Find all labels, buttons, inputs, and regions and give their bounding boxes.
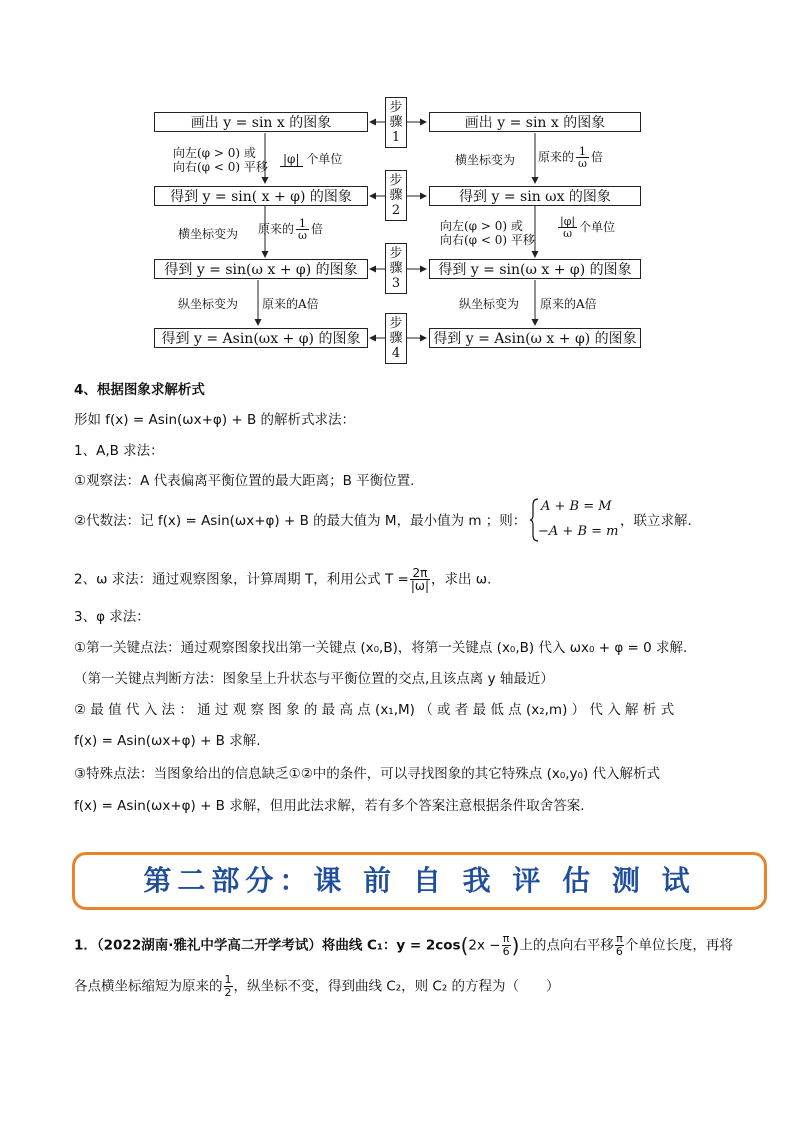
algebra-method: ②代数法：记 f(x) = Asin(ωx+φ) + B 的最大值为 M，最小值为 m ；则： [74,513,527,529]
equation-1: A + B = M [541,499,612,514]
step-label-3: 步 骤 3 [385,243,407,294]
right-shift-amount: $\frac{|\varphi|}{\omega}$ 个单位 [560,215,616,240]
step-label-1: 步 骤 1 [385,97,407,148]
flow-left-step1: 画出 y = sin x 的图象 [154,112,368,132]
flow-left-step2: 得到 y = sin( x + φ) 的图象 [154,186,368,206]
omega-method: 2、ω 求法：通过观察图象，计算周期 T，利用公式 T = $\frac{2\pi}{|\omega|}$ ，求出 ω. [74,566,492,593]
part-two-banner: 第二部分：课 前 自 我 评 估 测 试 [72,852,767,910]
observe-method: ①观察法：A 代表偏离平衡位置的最大距离；B 平衡位置. [74,473,415,489]
flow-right-step4: 得到 y = Asin(ω x + φ) 的图象 [429,328,641,348]
flow-left-step4: 得到 y = Asin(ωx + φ) 的图象 [154,328,368,348]
first-key-method: ①第一关键点法：通过观察图象找出第一关键点 (x₀,B)，将第一关键点 (x₀,B) 代入 ωx₀ + φ = 0 求解. [74,640,688,656]
extreme-method-line2: f(x) = Asin(ωx+φ) + B 求解. [74,733,261,749]
left-shift-note: 向左(φ > 0) 或 向右(φ < 0) 平移 [173,146,268,174]
ab-method-title: 1、A,B 求法： [74,443,164,459]
right-scale-y-note: 原来的A倍 [540,297,597,311]
algebra-method-end: ，联立求解. [620,513,692,529]
right-scale-y-label: 纵坐标变为 [459,297,520,311]
left-scale-x-label: 横坐标变为 [178,227,239,241]
question-1-line1: 1．（2022湖南·雅礼中学高二开学考试）将曲线 C₁：y = 2cos(2x − $\frac{\pi}{6}$ )上的点向右平移 $\frac{\pi}{6}$ 个单位长度，再将 [74,932,733,958]
first-key-note: （第一关键点判断方法：图象呈上升状态与平衡位置的交点,且该点离 y 轴最近） [74,671,554,687]
right-scale-x-note: 原来的 $\frac{1}{\omega}$ 倍 [538,145,604,170]
step-label-4: 步 骤 4 [385,313,407,364]
section4-intro: 形如 f(x) = Asin(ωx+φ) + B 的解析式求法： [74,412,356,428]
question-1-line2: 各点横坐标缩短为原来的 $\frac{1}{2}$ ，纵坐标不变，得到曲线 C₂，则 C₂ 的方程为（ ） [74,973,560,999]
left-scale-y-label: 纵坐标变为 [178,297,239,311]
flow-right-step2: 得到 y = sin ωx 的图象 [429,186,641,206]
right-shift-note: 向左(φ > 0) 或 向右(φ < 0) 平移 [440,219,535,247]
flow-right-step3: 得到 y = sin(ω x + φ) 的图象 [429,259,641,279]
left-scale-x-note: 原来的 $\frac{1}{\omega}$ 倍 [258,217,324,242]
phi-method-title: 3、φ 求法： [74,609,150,625]
flow-right-step1: 画出 y = sin x 的图象 [429,112,641,132]
extreme-method-line1: ② 最 值 代 入 法 ： 通 过 观 察 图 象 的 最 高 点 (x₁,M) （ 或 者 最 低 点 (x₂,m) ） 代 入 解 析 式 [74,702,675,718]
left-shift-amount: |φ| 个单位 [280,152,342,166]
special-method-line1: ③特殊点法：当图象给出的信息缺乏①②中的条件，可以寻找图象的其它特殊点 (x₀,y₀) 代入解析式 [74,766,661,782]
special-method-line2: f(x) = Asin(ωx+φ) + B 求解，但用此法求解，若有多个答案注意根据条件取舍答案. [74,798,585,814]
equation-2: −A + B = m [538,524,619,539]
step-label-2: 步 骤 2 [385,170,407,221]
left-scale-y-note: 原来的A倍 [262,297,319,311]
right-scale-x-label: 横坐标变为 [455,153,516,167]
flow-left-step3: 得到 y = sin(ω x + φ) 的图象 [154,259,368,279]
section4-heading: 4、根据图象求解析式 [74,382,205,398]
